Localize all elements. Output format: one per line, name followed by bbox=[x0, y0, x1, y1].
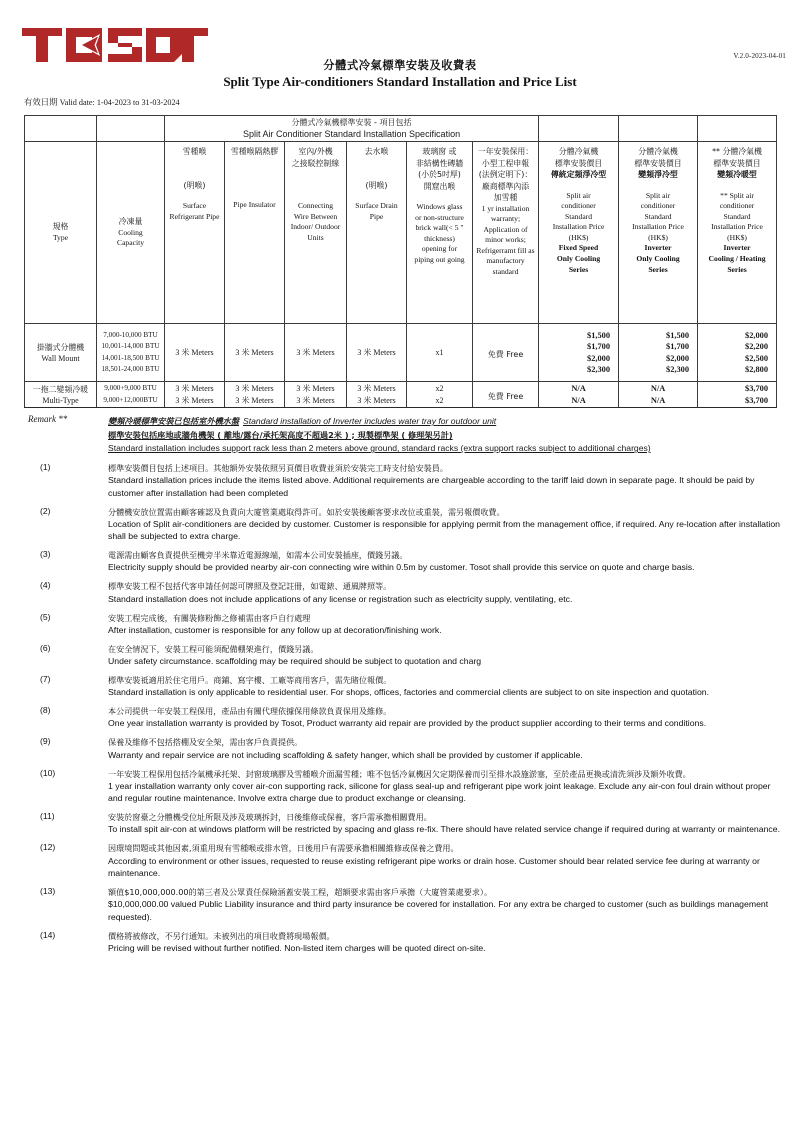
group-header-spec bbox=[165, 116, 539, 142]
note-number: (4) bbox=[40, 580, 51, 591]
spacer bbox=[541, 181, 616, 191]
col-wire-en-1: Connecting bbox=[297, 201, 333, 210]
cell-price-inverter-heating bbox=[698, 324, 777, 382]
blank-cell-inverter-heat bbox=[698, 116, 777, 142]
col-invc-cn-3: 變頻淨冷型 bbox=[638, 170, 678, 179]
col-type-en: Type bbox=[52, 232, 69, 242]
table-row bbox=[25, 324, 777, 382]
note-item bbox=[24, 643, 784, 668]
row-type-cn: 一拖二變頻冷暖 bbox=[32, 384, 89, 394]
price-value: N/A bbox=[571, 395, 586, 405]
col-warranty-cn-5: 加雪種 bbox=[493, 193, 518, 202]
col-warranty-cn-3: (法例定明下)： bbox=[478, 170, 533, 179]
col-header-price-inverter-cooling bbox=[619, 142, 698, 324]
col-window-en-6: piping out going bbox=[414, 254, 465, 264]
col-warranty-en-4: minor works; bbox=[485, 235, 526, 245]
note-number: (3) bbox=[40, 549, 51, 560]
meters-value: 3 米 Meters bbox=[296, 384, 335, 394]
cell-refrigerant-pipe bbox=[165, 324, 225, 382]
price-value: $2,500 bbox=[745, 353, 769, 363]
qty-value: x1 bbox=[435, 347, 444, 357]
col-invc-enb-1: Inverter bbox=[644, 243, 672, 253]
meters-value: 3 米 Meters bbox=[175, 395, 214, 405]
meters-value: 3 米 Meters bbox=[357, 395, 396, 405]
note-item bbox=[24, 506, 784, 543]
valid-date-label-en: Valid date: 1-04-2023 to 31-03-2024 bbox=[59, 98, 180, 107]
col-capacity-en-1: Cooling bbox=[118, 227, 143, 237]
col-invh-enb-1: Inverter bbox=[723, 243, 751, 253]
capacity-value: 9,000+12,000BTU bbox=[103, 395, 158, 404]
note-text-cn: 因環境問題或其他因素,須重用現有雪種喉或排水管，日後用戶有需要承擔相關維修或保養之費用。 bbox=[108, 843, 459, 854]
price-value: $2,000 bbox=[587, 353, 611, 363]
page-title-cn: 分體式冷氣標準安裝及收費表 bbox=[323, 59, 477, 72]
note-number: (6) bbox=[40, 642, 51, 653]
col-fixed-en-2: conditioner bbox=[561, 201, 596, 211]
note-text-cn: 保養及維修不包括搭棚及安全架，需由客戶負責提供。 bbox=[108, 737, 303, 748]
col-header-pipe-insulator bbox=[225, 142, 285, 324]
cell-window-opening bbox=[407, 382, 473, 408]
col-header-warranty bbox=[473, 142, 539, 324]
note-text-cn: 價格將被修改，不另行通知。未被列出的項目收費將現場報價。 bbox=[108, 930, 335, 941]
row-capacity-multi bbox=[97, 382, 165, 408]
col-invc-en-3: Standard bbox=[644, 211, 672, 221]
remark-line-1 bbox=[108, 414, 776, 428]
col-fixed-en-3: Standard bbox=[565, 211, 593, 221]
spacer bbox=[621, 181, 695, 191]
row-type-multi bbox=[25, 382, 97, 408]
price-value: N/A bbox=[571, 384, 586, 394]
note-body bbox=[108, 674, 784, 699]
note-body bbox=[108, 736, 784, 761]
col-capacity-cn: 冷凍量 bbox=[118, 217, 143, 227]
remark-line3-en: Standard installation includes support rack less than 2 meters above ground, standard racks (extra support racks subject to additional charges) bbox=[108, 443, 651, 454]
table-column-header-row bbox=[25, 142, 777, 324]
col-fixed-enb-2: Only Cooling bbox=[556, 254, 601, 264]
cell-drain-pipe bbox=[347, 382, 407, 408]
col-warranty-cn-2: 小型工程申報 bbox=[481, 158, 530, 168]
col-warranty-en-7: standard bbox=[492, 267, 519, 277]
remark-section bbox=[24, 414, 776, 455]
note-text-cn: 額值$10,000,000.00的第三者及公眾責任保險涵蓋安裝工程，超額要求需由客戶承擔（大廈管業處要求）。 bbox=[108, 887, 493, 898]
note-item bbox=[24, 674, 784, 699]
col-type-cn: 規格 bbox=[52, 222, 69, 232]
note-text-en: To install spit air-con at windows platform will be restricted by spacing and glass re-fix. There should have related service change if required during at warranty or maintenance. bbox=[108, 824, 781, 835]
note-item bbox=[24, 886, 784, 923]
note-text-en: Under safety circumstance. scaffolding may be required should be subject to quotation and charg bbox=[108, 656, 482, 667]
col-refrig-cn-2: (明喉) bbox=[183, 180, 206, 190]
price-value: $3,700 bbox=[745, 384, 769, 394]
col-capacity-en-2: Capacity bbox=[117, 238, 144, 248]
cell-price-inverter-heating bbox=[698, 382, 777, 408]
cell-price-inverter-cooling bbox=[619, 324, 698, 382]
spacer bbox=[227, 158, 282, 180]
note-body bbox=[108, 842, 784, 879]
col-window-cn-2: 非結構性磚牆 bbox=[415, 158, 464, 168]
col-warranty-cn-1: 一年安裝保用： bbox=[477, 147, 534, 156]
price-value: $2,300 bbox=[587, 364, 611, 374]
col-wire-en-2: Wire Between bbox=[293, 211, 338, 221]
warranty-value: 免費 Free bbox=[487, 391, 524, 401]
col-invh-cn-1: ** 分體冷氣機 bbox=[712, 147, 762, 156]
col-insul-en: Pipe Insulator bbox=[233, 199, 276, 209]
qty-value: x2 bbox=[435, 395, 444, 405]
note-text-cn: 安裝工程完成後，有關裝修粉飾之修補需由客戶自行處理 bbox=[108, 612, 311, 623]
spacer bbox=[409, 192, 470, 202]
col-fixed-en-5: (HK$) bbox=[568, 232, 589, 242]
col-wire-cn-1: 室內/外機 bbox=[298, 147, 333, 156]
col-fixed-cn-2: 標準安裝價目 bbox=[554, 158, 603, 168]
col-fixed-enb-1: Fixed Speed bbox=[558, 243, 599, 253]
col-warranty-en-5: Refrigerramt fill as bbox=[476, 245, 535, 255]
price-value: $3,700 bbox=[745, 395, 769, 405]
col-header-type bbox=[25, 142, 97, 324]
note-body bbox=[108, 886, 784, 923]
spacer bbox=[287, 191, 344, 201]
note-body bbox=[108, 643, 784, 668]
note-text-en: Electricity supply should be provided nearby air-con connecting wire within 0.5m by customer. Tosot shall provide this service on quote and charge basis. bbox=[108, 562, 695, 573]
col-header-connecting-wire bbox=[285, 142, 347, 324]
remark-line1-cn: 變頻冷暖標準安裝已包括室外機水盤 bbox=[108, 416, 240, 426]
col-drain-cn-1: 去水喉 bbox=[364, 147, 389, 156]
col-wire-en-4: Units bbox=[307, 232, 324, 242]
note-body bbox=[108, 462, 784, 499]
qty-value: x2 bbox=[435, 384, 444, 394]
cell-pipe-insulator bbox=[225, 382, 285, 408]
note-item bbox=[24, 768, 784, 805]
col-invh-en-5: (HK$) bbox=[727, 232, 747, 242]
table-row bbox=[25, 382, 777, 408]
col-invh-en-2: conditioner bbox=[719, 201, 755, 211]
note-text-cn: 一年安裝工程保用包括冷氣機承托架、封窗玻璃膠及雪種喉介面漏雪種；唯不包恬冷氣機因欠定期保養而引至排水設施淤塞，至於產品更換或清洗須涉及額外收費。 bbox=[108, 768, 691, 779]
blank-cell-type bbox=[25, 116, 97, 142]
col-invc-cn-1: 分體冷氣機 bbox=[638, 147, 678, 156]
title-group bbox=[0, 58, 800, 90]
col-invc-enb-2: Only Cooling bbox=[636, 254, 680, 264]
col-invh-en-3: Standard bbox=[723, 211, 751, 221]
col-window-cn-4: 開窟出喉 bbox=[423, 181, 456, 191]
meters-value: 3 米 Meters bbox=[175, 347, 214, 357]
col-invh-en-4: Installation Price bbox=[711, 222, 763, 232]
price-value: $1,500 bbox=[666, 330, 690, 340]
row-type-en: Multi-Type bbox=[42, 395, 79, 405]
meters-value: 3 米 Meters bbox=[357, 347, 396, 357]
blank-cell-fixed bbox=[539, 116, 619, 142]
note-number: (9) bbox=[40, 736, 51, 747]
cell-connecting-wire bbox=[285, 382, 347, 408]
note-item bbox=[24, 842, 784, 879]
note-number: (11) bbox=[40, 811, 55, 822]
note-text-en: Standard installation is only applicable to residential user. For shops, offices, factories and commercial clients are subject to on site inspection and quotation. bbox=[108, 687, 710, 698]
cell-window-opening bbox=[407, 324, 473, 382]
cell-price-fixed bbox=[539, 324, 619, 382]
note-number: (13) bbox=[40, 886, 56, 897]
note-body bbox=[108, 506, 784, 543]
remark-line2-cn: 標準安裝包括座地或牆角機架 ( 離地/露台/承托架高度不超過2米 ) ; 現製標準架 ( 修理架另計) bbox=[108, 429, 453, 440]
spacer bbox=[227, 190, 282, 200]
col-invh-cn-3: 變頻冷暖型 bbox=[717, 170, 757, 179]
blank-cell-capacity bbox=[97, 116, 165, 142]
col-header-drain-pipe bbox=[347, 142, 407, 324]
row-type-cn: 掛牆式分體機 bbox=[36, 342, 85, 352]
spacer bbox=[167, 191, 222, 201]
cell-warranty bbox=[473, 324, 539, 382]
warranty-value: 免費 Free bbox=[487, 349, 524, 359]
col-invc-en-5: (HK$) bbox=[648, 232, 668, 242]
meters-value: 3 米 Meters bbox=[235, 384, 274, 394]
col-fixed-enb-3: Series bbox=[568, 264, 589, 274]
cell-pipe-insulator bbox=[225, 324, 285, 382]
price-value: $2,300 bbox=[666, 364, 690, 374]
row-type-en: Wall Mount bbox=[41, 353, 80, 363]
col-warranty-cn-4: 廠商標準內添 bbox=[481, 181, 530, 191]
col-window-en-5: opening for bbox=[421, 244, 458, 254]
note-number: (2) bbox=[40, 505, 51, 516]
col-window-en-1: Windows glass bbox=[416, 202, 463, 211]
note-item bbox=[24, 930, 784, 955]
col-header-refrigerant-pipe bbox=[165, 142, 225, 324]
note-item bbox=[24, 462, 784, 499]
page-title-en: Split Type Air-conditioners Standard Installation and Price List bbox=[223, 74, 577, 89]
spacer bbox=[349, 191, 404, 201]
note-item bbox=[24, 549, 784, 574]
cell-refrigerant-pipe bbox=[165, 382, 225, 408]
note-text-cn: 在安全情況下，安裝工程可能須配備棚架進行，價錢另議。 bbox=[108, 643, 319, 654]
note-number: (7) bbox=[40, 674, 51, 685]
meters-value: 3 米 Meters bbox=[235, 395, 274, 405]
note-text-cn: 標準安裝祗適用於住宅用戶。商鋪、寫字樓、工廠等商用客戶，需先睹位報價。 bbox=[108, 675, 392, 686]
note-text-cn: 標準安裝價目包括上述項目。其他額外安裝依照另頁價目收費並須於安裝完工時支付給安裝員。 bbox=[108, 463, 448, 473]
group-header-en: Split Air Conditioner Standard Installation Specification bbox=[242, 129, 461, 139]
cell-price-fixed bbox=[539, 382, 619, 408]
price-value: $1,500 bbox=[587, 330, 611, 340]
document-header bbox=[0, 0, 800, 107]
valid-date bbox=[24, 96, 180, 108]
table-group-header-row bbox=[25, 116, 777, 142]
price-value: $2,000 bbox=[745, 330, 769, 340]
note-text-en: After installation, customer is responsible for any follow up at decoration/finishing work. bbox=[108, 624, 442, 635]
capacity-value: 14,001-18,500 BTU bbox=[101, 353, 160, 362]
note-body bbox=[108, 768, 784, 805]
capacity-value: 18,501-24,000 BTU bbox=[101, 364, 160, 373]
note-text-en: Standard installation does not include applications of any license or registration such as electricity supply, ventilating, etc. bbox=[108, 593, 573, 604]
col-window-en-3: brick wall(< 5 " bbox=[415, 223, 464, 233]
note-text-en: One year installation warranty is provided by Tosot, Product warranty aid repair are provided by the product supplier according to their terms and conditions. bbox=[108, 718, 707, 729]
price-value: $1,700 bbox=[666, 342, 690, 352]
col-warranty-en-1: 1 yr installation bbox=[481, 203, 530, 213]
cell-warranty bbox=[473, 382, 539, 408]
col-header-price-fixed bbox=[539, 142, 619, 324]
row-capacity-wall-mount bbox=[97, 324, 165, 382]
col-invh-enb-2: Cooling / Heating bbox=[708, 254, 766, 264]
price-value: $2,000 bbox=[666, 353, 690, 363]
col-window-en-2: or non-structure bbox=[415, 212, 464, 222]
meters-value: 3 米 Meters bbox=[357, 384, 396, 394]
col-invh-cn-2: 標準安裝價目 bbox=[713, 158, 761, 168]
col-refrig-en-2: Refrigerant Pipe bbox=[169, 211, 220, 221]
col-refrig-cn: 雪種喉 bbox=[182, 147, 207, 156]
capacity-value: 7,000-10,000 BTU bbox=[103, 330, 158, 339]
cell-price-inverter-cooling bbox=[619, 382, 698, 408]
note-text-cn: 本公司提供一年安裝工程保用，產品由有關代理依據保用條款負責保用及維修。 bbox=[108, 706, 392, 717]
col-invh-enb-3: Series bbox=[727, 264, 747, 274]
blank-cell-inverter-cool bbox=[619, 116, 698, 142]
spacer bbox=[167, 158, 222, 180]
col-invc-enb-3: Series bbox=[648, 264, 668, 274]
note-body bbox=[108, 549, 784, 574]
cell-drain-pipe bbox=[347, 324, 407, 382]
col-invc-en-2: conditioner bbox=[640, 201, 676, 211]
group-header-cn: 分體式冷氣機標準安裝 - 項目包括 bbox=[291, 118, 412, 127]
col-header-price-inverter-heating bbox=[698, 142, 777, 324]
col-wire-cn-2: 之接駁控制線 bbox=[291, 158, 340, 168]
note-item bbox=[24, 705, 784, 730]
note-item bbox=[24, 612, 784, 637]
note-body bbox=[108, 612, 784, 637]
note-text-en: $10,000,000.00 valued Public Liability insurance and third party insurance be covered for installation. For any extra be charged to customer (such as buildings management requested). bbox=[108, 899, 769, 922]
price-value: N/A bbox=[650, 384, 666, 394]
cell-connecting-wire bbox=[285, 324, 347, 382]
valid-date-label-cn: 有效日期 bbox=[24, 97, 58, 107]
remark-label: Remark ** bbox=[28, 414, 68, 424]
note-body bbox=[108, 580, 784, 605]
note-item bbox=[24, 580, 784, 605]
remark-line1-en: Standard installation of Inverter includes water tray for outdoor unit bbox=[243, 416, 497, 426]
notes-section bbox=[24, 462, 784, 961]
note-text-cn: 安裝於窗臺之分體機受位址所限及涉及玻璃拆封，日後維修或保養，客戶需承擔相關費用。 bbox=[108, 812, 432, 823]
col-warranty-en-6: manufactory bbox=[486, 256, 525, 266]
note-text-en: Warranty and repair service are not including scaffolding & safety hanger, which shall be provided by customer if applicable. bbox=[108, 749, 583, 760]
col-invh-en-1: ** Split air bbox=[720, 190, 754, 200]
col-drain-en-2: Pipe bbox=[369, 211, 384, 221]
spacer bbox=[349, 158, 404, 180]
spacer bbox=[287, 169, 344, 191]
installation-spec-table bbox=[24, 115, 777, 408]
col-fixed-en-1: Split air bbox=[566, 190, 591, 200]
note-number: (1) bbox=[40, 462, 51, 472]
note-number: (8) bbox=[40, 705, 51, 716]
spacer bbox=[700, 181, 774, 191]
note-text-cn: 分體機安放位置需由顧客確認及負責向大廈管業處取得許可。如於安裝後顧客要求改位或重裝，需另報價收費。 bbox=[108, 506, 505, 517]
row-type-wall-mount bbox=[25, 324, 97, 382]
col-invc-en-4: Installation Price bbox=[632, 222, 684, 232]
col-invc-cn-2: 標準安裝價目 bbox=[634, 158, 682, 168]
capacity-value: 9,000+9,000 BTU bbox=[104, 384, 157, 393]
col-window-en-4: thickness) bbox=[424, 233, 455, 243]
col-warranty-en-2: warranty; bbox=[490, 214, 521, 224]
note-body bbox=[108, 705, 784, 730]
note-text-en: Standard installation prices include the items listed above. Additional requirements are chargeable according to the tariff laid down in separate page. It should be paid by customer after installation had been completed bbox=[108, 475, 755, 498]
version-label: V.2.0-2023-04-01 bbox=[733, 52, 786, 60]
note-text-en: 1 year installation warranty only cover air-con supporting rack, silicone for glass seal-up and refrigerant pipe work joint leakage. Exclude any air-con foul drain without proper and regular routine maintenance. Involve extra charge due to product exchange or cleansing. bbox=[108, 780, 771, 804]
note-text-en: Pricing will be revised without further notified. Non-listed item charges will be quoted direct on-site. bbox=[108, 942, 486, 953]
meters-value: 3 米 Meters bbox=[175, 384, 214, 394]
col-refrig-en-1: Surface bbox=[182, 201, 207, 210]
col-header-window-opening bbox=[407, 142, 473, 324]
col-invc-en-1: Split air bbox=[645, 190, 671, 200]
price-value: $2,800 bbox=[745, 364, 769, 374]
spacer bbox=[227, 180, 282, 190]
col-warranty-en-3: Application of bbox=[483, 224, 528, 234]
note-number: (12) bbox=[40, 842, 56, 853]
capacity-value: 10,001-14,000 BTU bbox=[101, 342, 160, 351]
remark-line-2 bbox=[108, 428, 776, 442]
note-text-cn: 電源需由顧客負責提供至機旁半米靠近電源線端，如需本公司安裝插座，價錢另議。 bbox=[108, 550, 408, 561]
note-text-en: According to environment or other issues, requested to reuse existing refrigerant pipe works or drain hose. Customer should bear related service fee during at warranty or maintenance. bbox=[108, 855, 760, 879]
note-body bbox=[108, 930, 784, 955]
meters-value: 3 米 Meters bbox=[296, 395, 335, 405]
price-value: N/A bbox=[650, 395, 666, 405]
meters-value: 3 米 Meters bbox=[296, 347, 335, 357]
col-fixed-en-4: Installation Price bbox=[552, 222, 605, 232]
col-fixed-cn-1: 分體冷氣機 bbox=[558, 147, 599, 156]
note-item bbox=[24, 736, 784, 761]
note-number: (14) bbox=[40, 929, 56, 940]
col-drain-en-1: Surface Drain bbox=[355, 201, 398, 210]
note-body bbox=[108, 811, 784, 836]
col-header-capacity bbox=[97, 142, 165, 324]
col-drain-cn-2: (明喉) bbox=[365, 180, 388, 190]
price-value: $2,200 bbox=[745, 342, 769, 352]
note-number: (10) bbox=[40, 767, 56, 778]
note-item bbox=[24, 811, 784, 836]
col-window-cn-3: (小於5吋厚) bbox=[418, 170, 461, 179]
note-text-cn: 標準安裝工程不包括代客申請任何認可牌照及登記註冊，如電錶、通風牌照等。 bbox=[108, 581, 392, 592]
note-text-en: Location of Split air-conditioners are decided by customer. Customer is responsible for applying permit from the management office, if required. Any re-location after installation shall be subjected to extra charge. bbox=[108, 518, 781, 542]
remark-line-3 bbox=[108, 441, 776, 455]
col-fixed-cn-3: 傳統定頻淨冷型 bbox=[550, 170, 607, 179]
meters-value: 3 米 Meters bbox=[235, 347, 274, 357]
price-value: $1,700 bbox=[587, 342, 611, 352]
note-number: (5) bbox=[40, 611, 51, 622]
col-wire-en-3: Indoor/ Outdoor bbox=[290, 222, 341, 232]
col-window-cn-1: 玻璃窗 或 bbox=[422, 147, 457, 156]
remark-lines bbox=[108, 414, 776, 455]
col-insul-cn: 雪種喉隔熱膠 bbox=[230, 147, 279, 156]
